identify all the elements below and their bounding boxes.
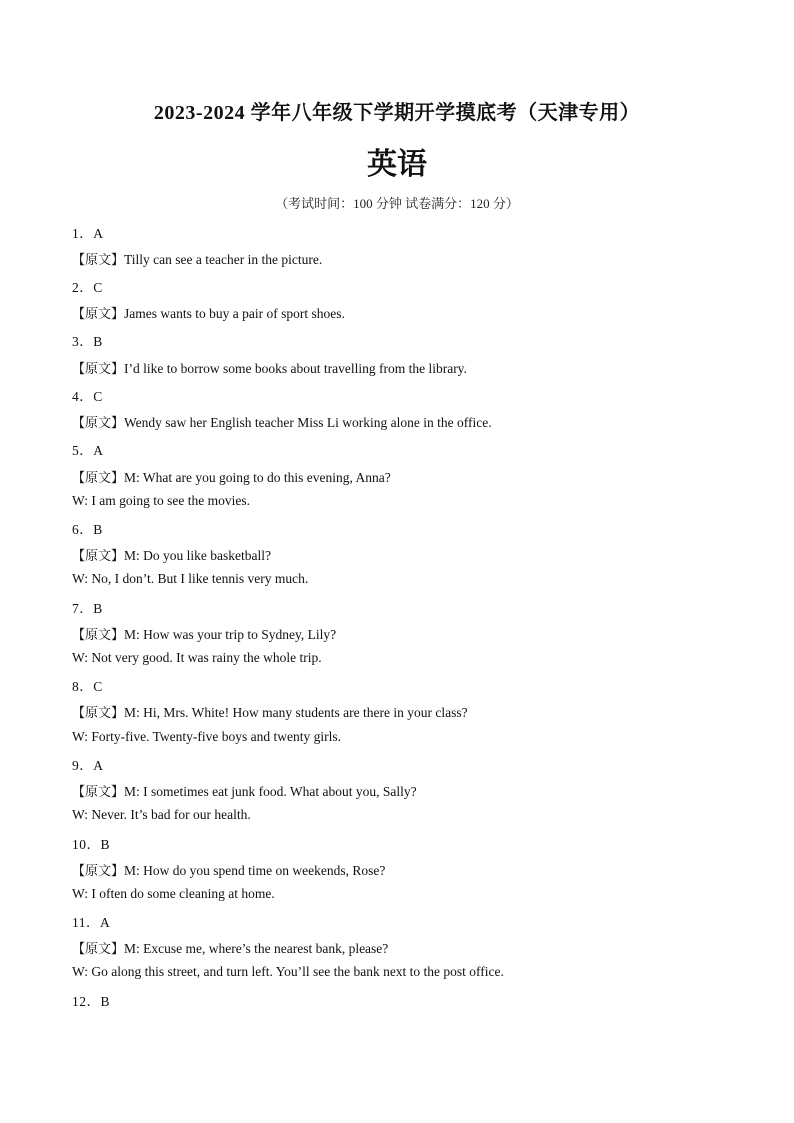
transcript-tag: 【原文】 (72, 253, 125, 268)
transcript-line (72, 358, 467, 377)
answer-number: 5．A (72, 443, 104, 458)
transcript-line (72, 938, 388, 957)
transcript-text: M: Hi, Mrs. White! How many students are there in your class? (124, 705, 468, 720)
transcript-tag: 【原文】 (72, 471, 125, 486)
transcript-text: James wants to buy a pair of sport shoes. (124, 306, 345, 321)
transcript-line (72, 467, 391, 486)
transcript-text: Tilly can see a teacher in the picture. (124, 252, 323, 267)
transcript-line (72, 545, 271, 564)
transcript-text: M: Do you like basketball? (124, 548, 271, 563)
transcript-tag: 【原文】 (72, 628, 125, 643)
transcript-tag: 【原文】 (72, 706, 125, 721)
transcript-tag: 【原文】 (72, 416, 125, 431)
transcript-tag: 【原文】 (72, 549, 125, 564)
answer-number: 3．B (72, 334, 103, 349)
exam-info: （考试时间：100 分钟 试卷满分：120 分） (275, 196, 519, 211)
transcript-reply: W: Go along this street, and turn left. You’ll see the bank next to the post office. (72, 964, 504, 979)
transcript-line (72, 860, 385, 879)
transcript-line (72, 249, 322, 268)
transcript-reply: W: Not very good. It was rainy the whole trip. (72, 650, 322, 665)
transcript-text: I’d like to borrow some books about travelling from the library. (124, 361, 467, 376)
transcript-tag: 【原文】 (72, 785, 125, 800)
answer-number: 12．B (72, 994, 111, 1009)
transcript-reply: W: Never. It’s bad for our health. (72, 807, 251, 822)
transcript-reply: W: Forty-five. Twenty-five boys and twenty girls. (72, 729, 342, 744)
transcript-reply: W: No, I don’t. But I like tennis very much. (72, 571, 309, 586)
transcript-text: M: Excuse me, where’s the nearest bank, please? (124, 941, 389, 956)
transcript-line (72, 781, 417, 800)
answer-number: 2．C (72, 280, 103, 295)
transcript-line (72, 624, 336, 643)
transcript-text: M: I sometimes eat junk food. What about you, Sally? (124, 784, 417, 799)
answer-number: 4．C (72, 389, 103, 404)
transcript-text: M: What are you going to do this evening, Anna? (124, 470, 391, 485)
answer-number: 6．B (72, 522, 103, 537)
page-title: 2023-2024 学年八年级下学期开学摸底考（天津专用） (153, 102, 641, 124)
answer-number: 8．C (72, 679, 103, 694)
transcript-text: M: How do you spend time on weekends, Rose? (124, 863, 386, 878)
transcript-line (72, 303, 345, 322)
answer-number: 7．B (72, 601, 103, 616)
transcript-reply: W: I am going to see the movies. (72, 493, 250, 508)
transcript-reply: W: I often do some cleaning at home. (72, 886, 275, 901)
transcript-tag: 【原文】 (72, 307, 125, 322)
transcript-line (72, 412, 492, 431)
answer-number: 1．A (72, 226, 104, 241)
transcript-tag: 【原文】 (72, 942, 125, 957)
subject-heading: 英语 (367, 147, 427, 182)
transcript-text: M: How was your trip to Sydney, Lily? (124, 627, 337, 642)
answer-number: 9．A (72, 758, 104, 773)
transcript-text: Wendy saw her English teacher Miss Li working alone in the office. (124, 415, 492, 430)
answer-number: 11．A (72, 915, 111, 930)
transcript-tag: 【原文】 (72, 362, 125, 377)
answer-number: 10．B (72, 837, 111, 852)
transcript-tag: 【原文】 (72, 864, 125, 879)
transcript-line (72, 702, 468, 721)
